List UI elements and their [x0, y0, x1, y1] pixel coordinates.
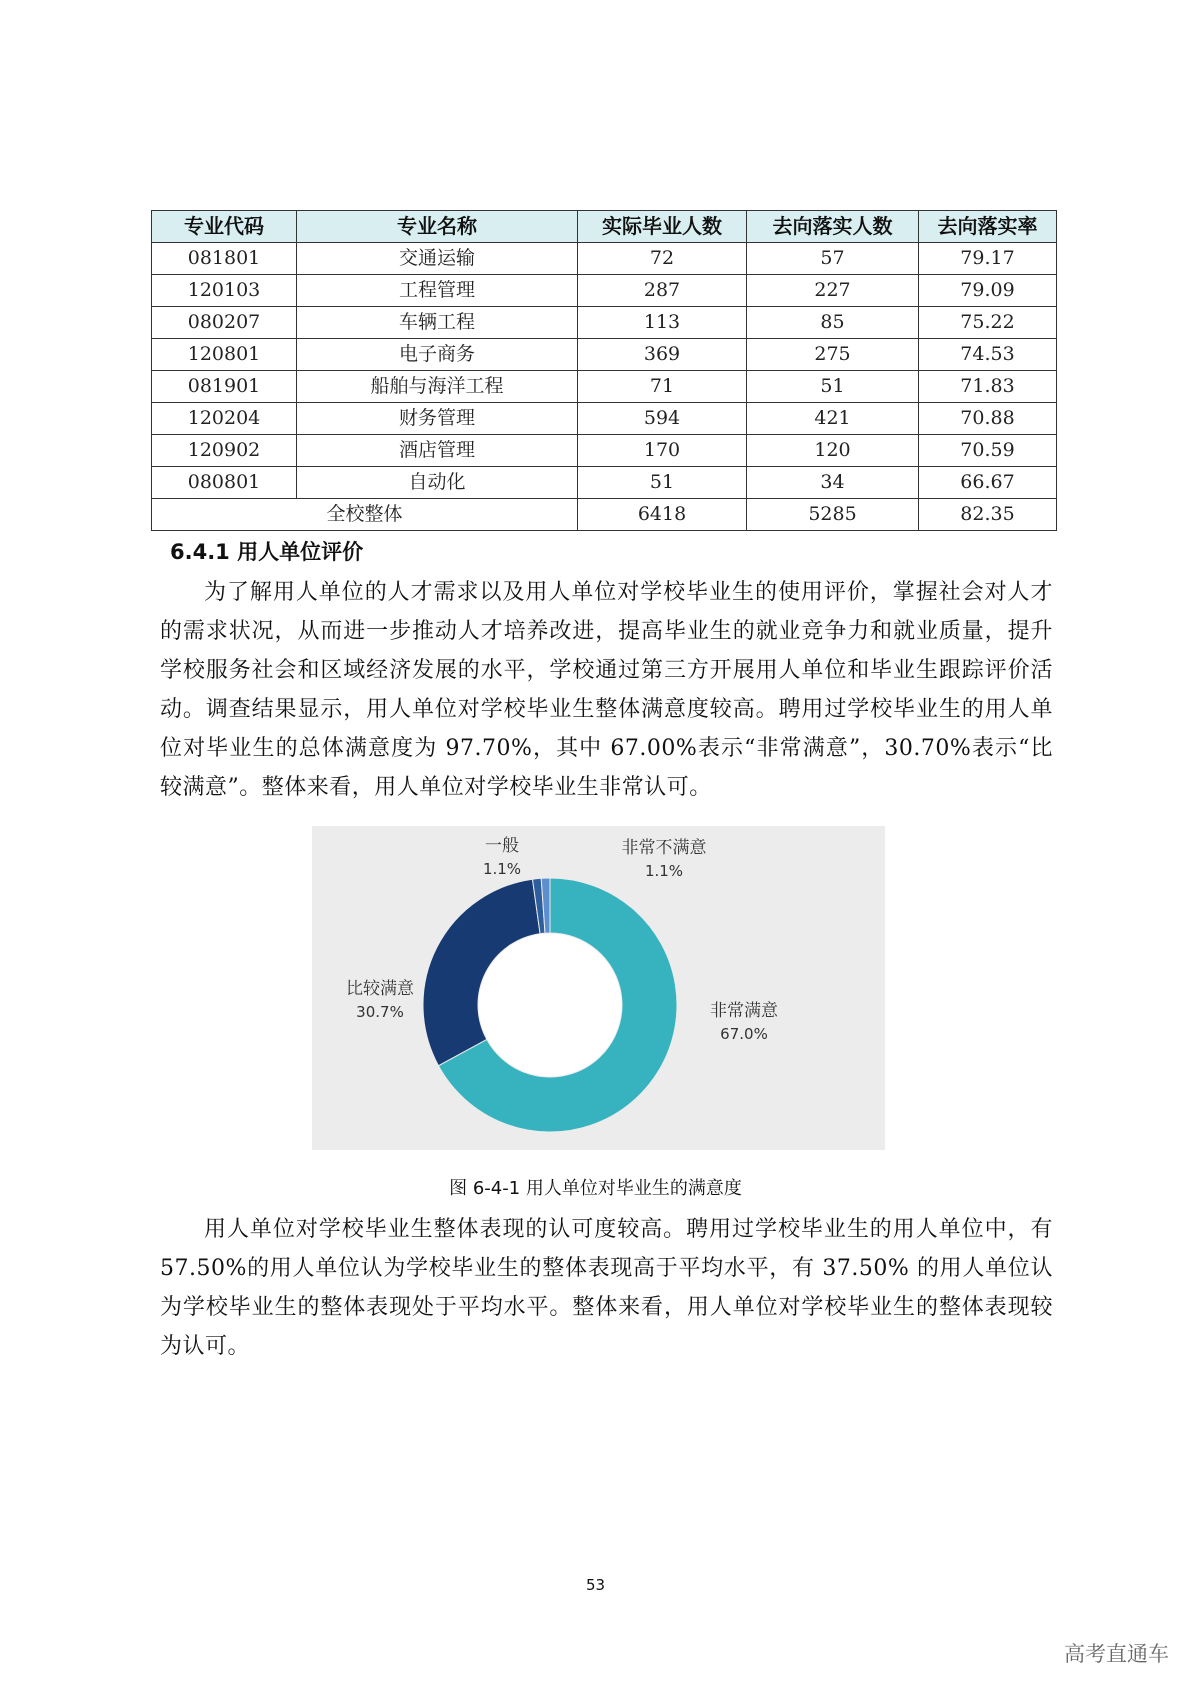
cell-major-code: 120902	[152, 435, 297, 467]
cell-graduates: 113	[578, 307, 747, 339]
cell-major-name: 工程管理	[297, 275, 578, 307]
cell-placement-rate: 74.53	[919, 339, 1057, 371]
cell-major-code: 120204	[152, 403, 297, 435]
cell-placed: 34	[747, 467, 919, 499]
cell-placement-rate: 70.88	[919, 403, 1057, 435]
cell-placement-rate: 75.22	[919, 307, 1057, 339]
cell-graduates: 594	[578, 403, 747, 435]
cell-graduates: 369	[578, 339, 747, 371]
table-row	[152, 275, 1057, 307]
cell-placement-rate: 71.83	[919, 371, 1057, 403]
table-row	[152, 467, 1057, 499]
cell-major-name: 电子商务	[297, 339, 578, 371]
cell-major-code: 081801	[152, 243, 297, 275]
chart-caption: 图 6-4-1 用人单位对毕业生的满意度	[449, 1178, 742, 1199]
header-major-name: 专业名称	[297, 211, 578, 243]
donut-hole	[479, 934, 622, 1077]
page-number: 53	[585, 1576, 606, 1594]
header-major-code: 专业代码	[152, 211, 297, 243]
header-graduates: 实际毕业人数	[578, 211, 747, 243]
cell-total-graduates: 6418	[578, 499, 747, 531]
cell-placed: 421	[747, 403, 919, 435]
cell-major-code: 080801	[152, 467, 297, 499]
donut-chart-svg	[312, 826, 885, 1150]
table-row	[152, 403, 1057, 435]
cell-placement-rate: 70.59	[919, 435, 1057, 467]
cell-major-name: 自动化	[297, 467, 578, 499]
cell-graduates: 170	[578, 435, 747, 467]
slice-label-1: 比较满意	[346, 979, 414, 999]
header-placed: 去向落实人数	[747, 211, 919, 243]
slice-value-label-0: 67.0%	[720, 1025, 768, 1043]
cell-placement-rate: 79.09	[919, 275, 1057, 307]
cell-major-code: 120801	[152, 339, 297, 371]
cell-placed: 57	[747, 243, 919, 275]
major-employment-table	[151, 210, 1057, 531]
table-row	[152, 435, 1057, 467]
cell-major-code: 081901	[152, 371, 297, 403]
cell-graduates: 287	[578, 275, 747, 307]
cell-placement-rate: 79.17	[919, 243, 1057, 275]
slice-label-2: 一般	[485, 836, 519, 856]
slice-value-label-3: 1.1%	[644, 862, 684, 880]
slice-label-0: 非常满意	[710, 1001, 778, 1021]
cell-graduates: 51	[578, 467, 747, 499]
paragraph-employer-evaluation: 为了解用人单位的人才需求以及用人单位对学校毕业生的使用评价，掌握社会对人才的需求状况，从而进一步推动人才培养改进，提高毕业生的就业竞争力和就业质量，提升学校服务社会和区域经济发展的水平，学校通过第三方开展用人单位和毕业生跟踪评价活动。调查结果显示，用人单位对学校毕业生整体满意度较高。聘用过学校毕业生的用人单位对毕业生的总体满意度为 97.70%，其中 67.00%表示“非常满意”，30.70%表示“比较满意”。整体来看，用人单位对学校毕业生非常认可。	[160, 580, 1053, 800]
cell-major-name: 车辆工程	[297, 307, 578, 339]
cell-major-name: 交通运输	[297, 243, 578, 275]
cell-total-label: 全校整体	[152, 499, 578, 531]
section-heading: 6.4.1 用人单位评价	[170, 540, 364, 564]
slice-value-label-2: 1.1%	[482, 860, 522, 878]
cell-graduates: 72	[578, 243, 747, 275]
watermark-text: 高考直通车	[1064, 1642, 1169, 1666]
slice-label-3: 非常不满意	[621, 838, 707, 858]
cell-major-name: 财务管理	[297, 403, 578, 435]
cell-major-name: 酒店管理	[297, 435, 578, 467]
table-row	[152, 371, 1057, 403]
cell-total-placed: 5285	[747, 499, 919, 531]
cell-placement-rate: 66.67	[919, 467, 1057, 499]
table-header-row	[152, 211, 1057, 243]
cell-total-placement-rate: 82.35	[919, 499, 1057, 531]
cell-placed: 120	[747, 435, 919, 467]
table-total-row	[152, 499, 1057, 531]
cell-graduates: 71	[578, 371, 747, 403]
paragraph-overall-performance: 用人单位对学校毕业生整体表现的认可度较高。聘用过学校毕业生的用人单位中，有 57.50%的用人单位认为学校毕业生的整体表现高于平均水平，有 37.50% 的用人单位认为学校毕业生的整体表现处于平均水平。整体来看，用人单位对学校毕业生的整体表现较为认可。	[160, 1217, 1053, 1359]
table-row	[152, 339, 1057, 371]
cell-placed: 227	[747, 275, 919, 307]
cell-major-name: 船舶与海洋工程	[297, 371, 578, 403]
cell-major-code: 120103	[152, 275, 297, 307]
cell-placed: 51	[747, 371, 919, 403]
cell-placed: 85	[747, 307, 919, 339]
slice-value-label-1: 30.7%	[356, 1003, 404, 1021]
table-row	[152, 307, 1057, 339]
header-placement-rate: 去向落实率	[919, 211, 1057, 243]
cell-placed: 275	[747, 339, 919, 371]
satisfaction-donut-chart	[312, 826, 885, 1150]
table-row	[152, 243, 1057, 275]
cell-major-code: 080207	[152, 307, 297, 339]
